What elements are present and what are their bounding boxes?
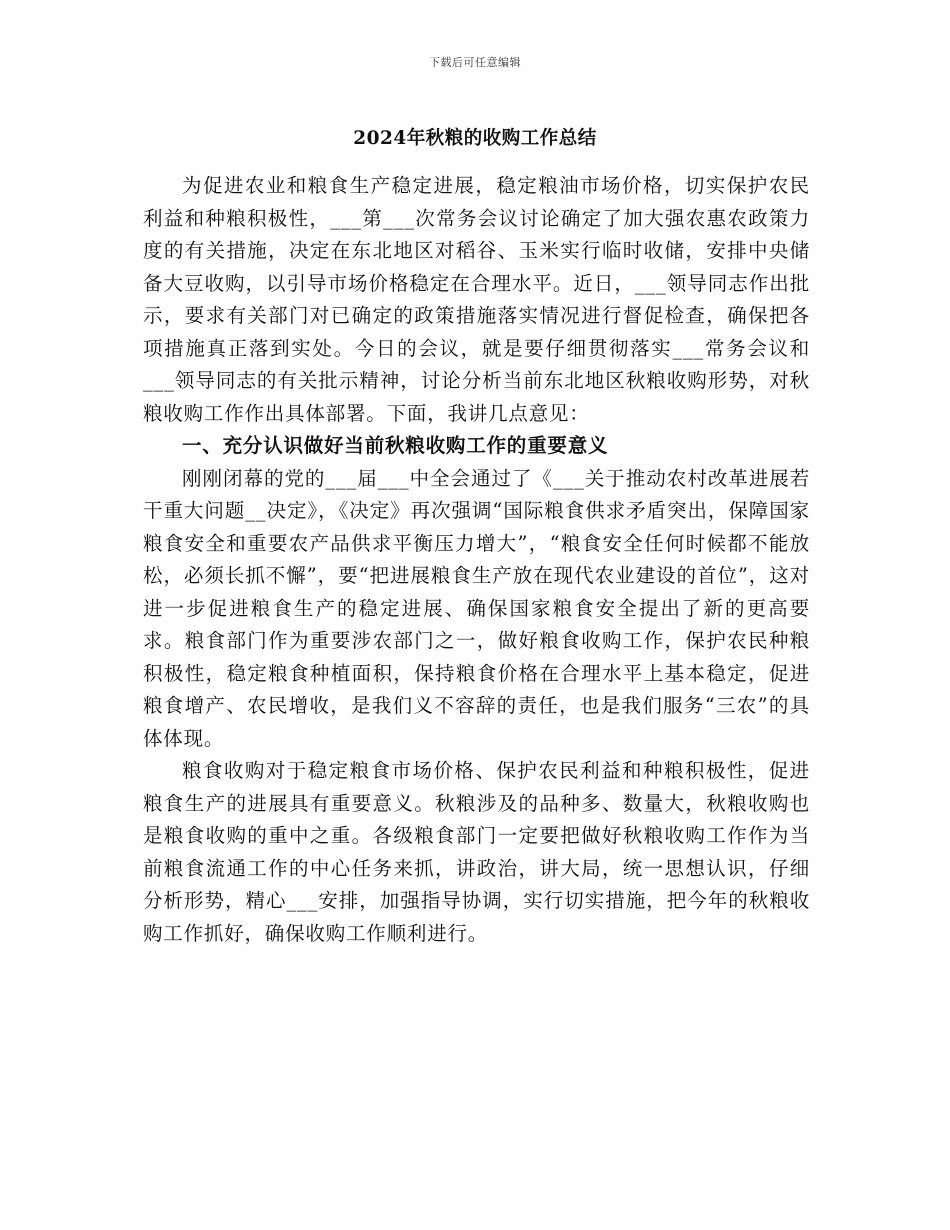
- page-header-note: 下载后可任意编辑: [429, 56, 521, 69]
- document-title: 2024年秋粮的收购工作总结: [353, 128, 597, 149]
- section-heading-1: 一、充分认识做好当前秋粮收购工作的重要意义: [182, 434, 609, 457]
- document-body: [143, 170, 810, 950]
- paragraph-intro: 为促进农业和粮食生产稳定进展，稳定粮油市场价格，切实保护农民利益和种粮积极性，___第___次常务会议讨论确定了加大强农惠农政策力度的有关措施，决定在东北地区对稻谷、玉米实行临时收储，安排中央储备大豆收购，以引导市场价格稳定在合理水平。近日，___领导同志作出批示，要求有关部门对已确定的政策措施落实情况进行督促检查，确保把各项措施真正落到实处。今日的会议，就是要仔细贯彻落实___常务会议和___领导同志的有关批示精神，讨论分析当前东北地区秋粮收购形势，对秋粮收购工作作出具体部署。下面，我讲几点意见：: [143, 174, 810, 425]
- paragraph-purchase-importance: 粮食收购对于稳定粮食市场价格、保护农民利益和种粮积极性，促进粮食生产的进展具有重要意义。秋粮涉及的品种多、数量大，秋粮收购也是粮食收购的重中之重。各级粮食部门一定要把做好秋粮收购工作作为当前粮食流通工作的中心任务来抓，讲政治，讲大局，统一思想认识，仔细分析形势，精心___安排，加强指导协调，实行切实措施，把今年的秋粮收购工作抓好，确保收购工作顺利进行。: [143, 759, 810, 945]
- paragraph-significance: 刚刚闭幕的党的___届___中全会通过了《___关于推动农村改革进展若干重大问题__决定》，《决定》再次强调“国际粮食供求矛盾突出，保障国家粮食安全和重要农产品供求平衡压力增大”，“粮食安全任何时候都不能放松，必须长抓不懈”，要“把进展粮食生产放在现代农业建设的首位”，这对进一步促进粮食生产的稳定进展、确保国家粮食安全提出了新的更高要求。粮食部门作为重要涉农部门之一，做好粮食收购工作，保护农民种粮积极性，稳定粮食种植面积，保持粮食价格在合理水平上基本稳定，促进粮食增产、农民增收，是我们义不容辞的责任，也是我们服务“三农”的具体体现。: [143, 466, 810, 750]
